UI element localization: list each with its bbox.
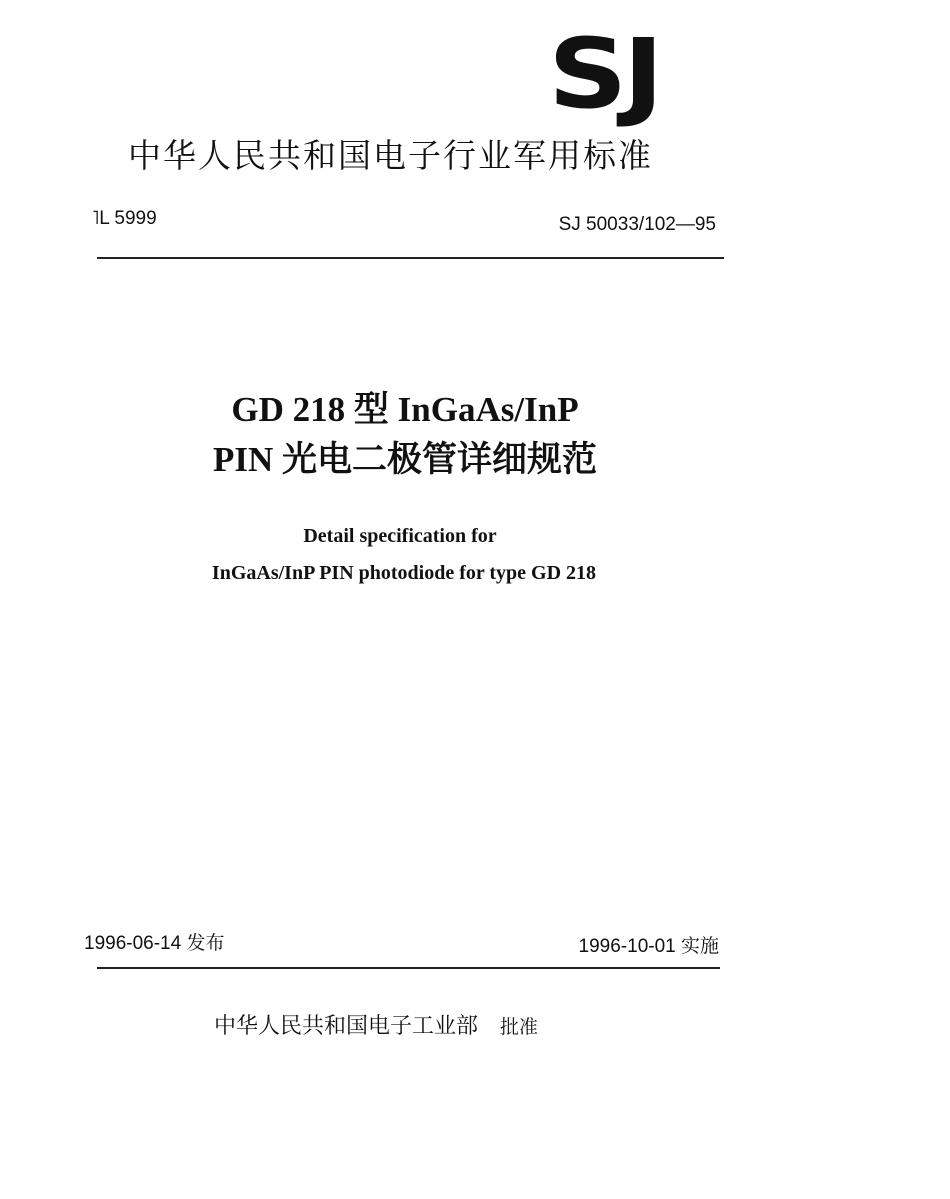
approval-line xyxy=(214,1012,538,1042)
document-title-line-2: PIN 光电二极管详细规范 xyxy=(212,440,598,479)
approval-label: 批准 xyxy=(500,1016,539,1038)
english-title-line-1: Detail specification for xyxy=(303,525,497,547)
organization-title: 中华人民共和国电子行业军用标准 xyxy=(128,136,653,175)
approving-ministry: 中华人民共和国电子工业部 xyxy=(214,1014,479,1039)
issue-date: 1996-06-14 发布 xyxy=(84,933,225,954)
document-title-line-1: GD 218 型 InGaAs/InP xyxy=(231,390,579,429)
english-title-line-2: InGaAs/InP PIN photodiode for type GD 218 xyxy=(211,562,597,584)
footer-divider xyxy=(97,967,720,969)
classification-code: ˥L 5999 xyxy=(92,208,157,229)
effective-date: 1996-10-01 实施 xyxy=(578,936,719,957)
standard-number: SJ 50033/102—95 xyxy=(558,214,716,235)
header-divider xyxy=(97,257,724,259)
sj-logo: SJ xyxy=(548,18,660,130)
